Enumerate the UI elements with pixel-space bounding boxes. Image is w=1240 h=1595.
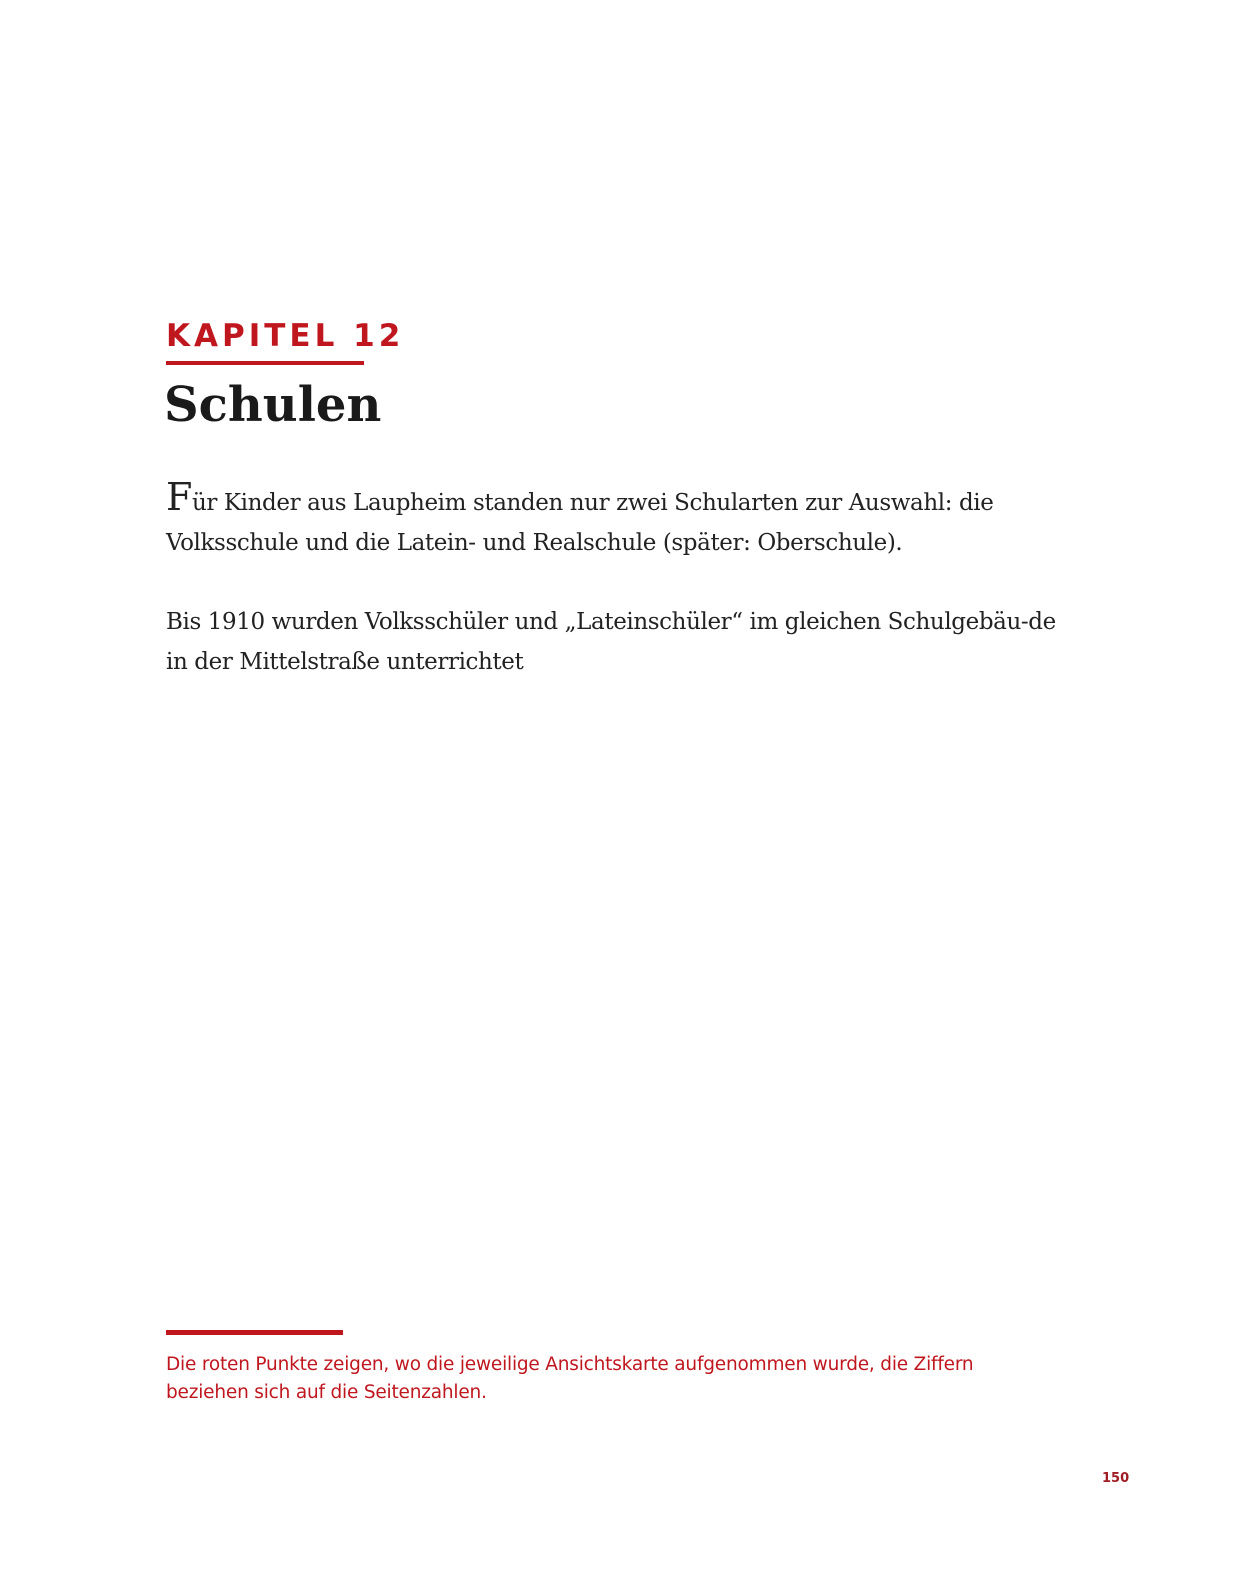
paragraph-text: ür Kinder aus Laupheim standen nur zwei Schularten zur Auswahl: die Volksschule und die Latein- und Realschule (später: Oberschule). (166, 490, 994, 556)
body-paragraph: Bis 1910 wurden Volksschüler und „Lateinschüler“ im gleichen Schulgebäu-de in der Mittelstraße unterrichtet (166, 609, 1056, 675)
footnote: Die roten Punkte zeigen, wo die jeweilige Ansichtskarte aufgenommen wurde, die Ziffern beziehen sich auf die Seitenzahlen. (166, 1354, 974, 1403)
chapter-label: KAPITEL 12 (166, 318, 405, 354)
page-number: 150 (1102, 1471, 1130, 1486)
footnote-rule (166, 1330, 343, 1335)
drop-cap: F (166, 475, 192, 519)
chapter-title: Schulen (164, 377, 382, 433)
chapter-rule (166, 361, 364, 365)
body-paragraph (166, 475, 1066, 563)
